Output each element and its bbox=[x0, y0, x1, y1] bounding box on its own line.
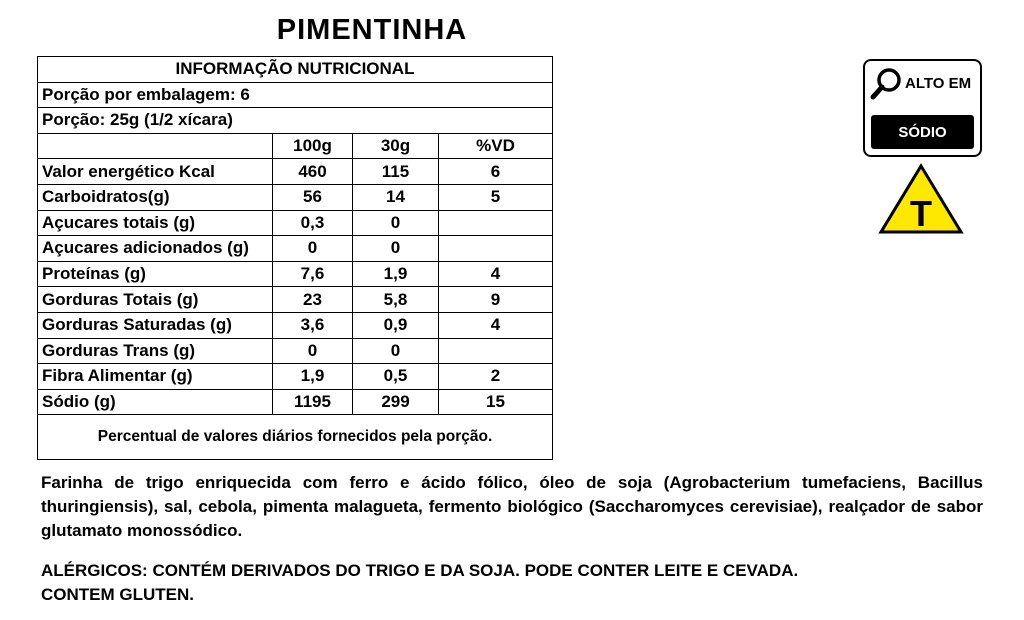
nutrient-name: Açucares totais (g) bbox=[38, 211, 273, 236]
sodium-badge-top-label: ALTO EM bbox=[905, 75, 972, 92]
daily-value-percent bbox=[439, 211, 552, 236]
nutrient-name: Fibra Alimentar (g) bbox=[38, 364, 273, 389]
nutrient-name: Açucares adicionados (g) bbox=[38, 236, 273, 261]
value-per-100g: 0 bbox=[273, 339, 353, 364]
value-per-100g: 0 bbox=[273, 236, 353, 261]
nutrition-row bbox=[38, 313, 552, 339]
nutrient-name: Gorduras Totais (g) bbox=[38, 287, 273, 312]
nutrient-name: Sódio (g) bbox=[38, 390, 273, 415]
value-per-30g: 0 bbox=[353, 339, 439, 364]
nutrient-name: Carboidratos(g) bbox=[38, 185, 273, 210]
daily-value-percent: 4 bbox=[490, 264, 501, 284]
column-header-100g: 100g bbox=[273, 134, 353, 159]
nutrition-row bbox=[38, 364, 552, 390]
daily-value-percent: 15 bbox=[486, 392, 505, 412]
value-per-30g: 0 bbox=[353, 211, 439, 236]
nutrient-name: Valor energético Kcal bbox=[38, 159, 273, 184]
value-per-30g: 0,9 bbox=[353, 313, 439, 338]
nutrition-row bbox=[38, 287, 552, 313]
value-per-100g: 1,9 bbox=[273, 364, 353, 389]
value-per-30g: 5,8 bbox=[353, 287, 439, 312]
nutrition-footnote: Percentual de valores diários fornecidos pela porção. bbox=[97, 428, 493, 446]
nutrient-name: Gorduras Trans (g) bbox=[38, 339, 273, 364]
daily-value-percent: 6 bbox=[490, 161, 501, 181]
value-per-100g: 0,3 bbox=[273, 211, 353, 236]
nutrient-name: Gorduras Saturadas (g) bbox=[38, 313, 273, 338]
daily-value-percent: 5 bbox=[490, 187, 501, 207]
column-header-30g: 30g bbox=[353, 134, 439, 159]
value-per-30g: 299 bbox=[353, 390, 439, 415]
nutrition-row bbox=[38, 185, 552, 211]
daily-value-percent: 9 bbox=[490, 289, 501, 309]
transgenic-triangle-icon bbox=[878, 163, 964, 235]
value-per-100g: 7,6 bbox=[273, 262, 353, 287]
value-per-30g: 115 bbox=[353, 159, 439, 184]
value-per-30g: 0,5 bbox=[353, 364, 439, 389]
servings-per-package: Porção por embalagem: 6 bbox=[38, 83, 552, 109]
daily-value-percent: 2 bbox=[490, 366, 501, 386]
nutrition-header: INFORMAÇÃO NUTRICIONAL bbox=[38, 57, 552, 83]
value-per-100g: 56 bbox=[273, 185, 353, 210]
sodium-badge-bottom-label: SÓDIO bbox=[871, 115, 974, 149]
value-per-100g: 1195 bbox=[273, 390, 353, 415]
allergens-line-1: ALÉRGICOS: CONTÉM DERIVADOS DO TRIGO E DA SOJA. PODE CONTER LEITE E CEVADA. bbox=[41, 561, 799, 580]
high-sodium-badge bbox=[863, 59, 982, 157]
value-per-30g: 14 bbox=[353, 185, 439, 210]
transgenic-letter: T bbox=[910, 193, 932, 234]
allergens-block bbox=[41, 559, 983, 607]
nutrient-name: Proteínas (g) bbox=[38, 262, 273, 287]
column-header-name bbox=[38, 134, 273, 159]
value-per-30g: 1,9 bbox=[353, 262, 439, 287]
allergens-line-2: CONTEM GLUTEN. bbox=[41, 585, 194, 604]
nutrition-row bbox=[38, 390, 552, 416]
nutrition-table bbox=[37, 56, 553, 460]
column-header-row bbox=[38, 134, 552, 160]
nutrition-row bbox=[38, 262, 552, 288]
product-title: PIMENTINHA bbox=[276, 14, 468, 46]
ingredients-text: Farinha de trigo enriquecida com ferro e ácido fólico, óleo de soja (Agrobacterium tumefaciens, Bacillus thuringiensis), sal, cebola, pimenta malagueta, fermento biológico (Saccharomyces cerevisiae), realçador de sabor glutamato monossódico. bbox=[41, 473, 983, 540]
magnifier-icon bbox=[869, 65, 907, 103]
column-header-vd: %VD bbox=[476, 136, 515, 156]
daily-value-percent: 4 bbox=[490, 315, 501, 335]
value-per-100g: 23 bbox=[273, 287, 353, 312]
daily-value-percent bbox=[439, 339, 552, 364]
value-per-30g: 0 bbox=[353, 236, 439, 261]
serving-size: Porção: 25g (1/2 xícara) bbox=[38, 108, 552, 134]
nutrition-row bbox=[38, 159, 552, 185]
nutrition-row bbox=[38, 236, 552, 262]
nutrition-row bbox=[38, 339, 552, 365]
daily-value-percent bbox=[439, 236, 552, 261]
value-per-100g: 460 bbox=[273, 159, 353, 184]
nutrition-row bbox=[38, 211, 552, 237]
value-per-100g: 3,6 bbox=[273, 313, 353, 338]
